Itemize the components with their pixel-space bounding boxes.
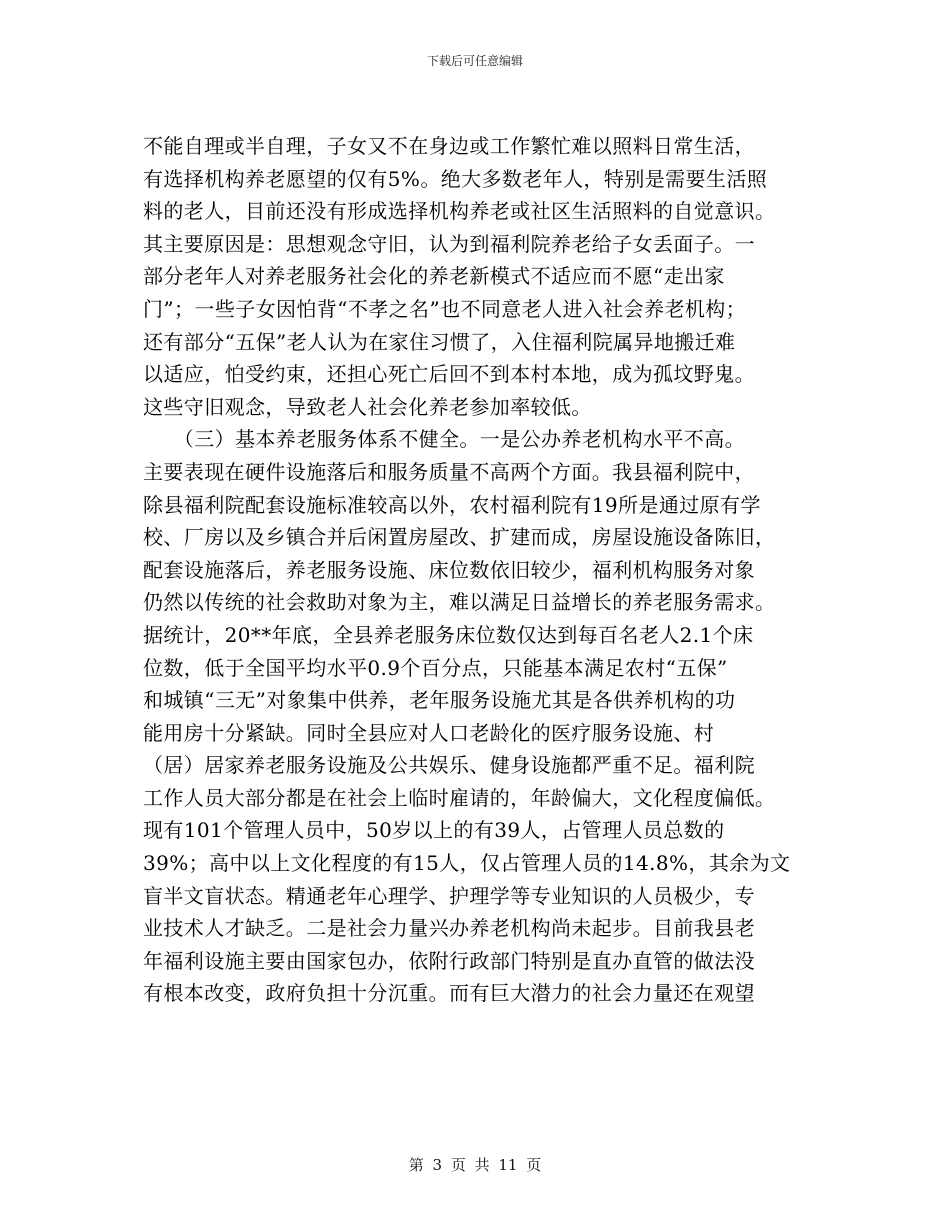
page-header: 下载后可任意编辑	[426, 54, 523, 68]
text-line: 配套设施落后，养老服务设施、床位数依旧较少，福利机构服务对象	[143, 557, 755, 582]
text-line: 除县福利院配套设施标准较高以外，农村福利院有19所是通过原有学	[143, 492, 761, 517]
text-line: 工作人员大部分都是在社会上临时雇请的，年龄偏大，文化程度偏低。	[143, 785, 776, 810]
text-line: 这些守旧观念，导致老人社会化养老参加率较低。	[143, 394, 592, 419]
text-line: （三）基本养老服务体系不健全。一是公办养老机构水平不高。	[143, 427, 745, 452]
text-line: 其主要原因是：思想观念守旧，认为到福利院养老给子女丢面子。一	[143, 231, 755, 256]
text-line: 以适应，怕受约束，还担心死亡后回不到本村本地，成为孤坟野鬼。	[143, 362, 755, 387]
text-line: 业技术人才缺乏。二是社会力量兴办养老机构尚未起步。目前我县老	[143, 916, 755, 941]
text-line: 39%；高中以上文化程度的有15人，仅占管理人员的14.8%，其余为文	[143, 851, 791, 876]
text-line: 仍然以传统的社会救助对象为主，难以满足日益增长的养老服务需求。	[143, 590, 776, 615]
page-footer: 第 3 页 共 11 页	[408, 1156, 542, 1174]
text-line: 部分老年人对养老服务社会化的养老新模式不适应而不愿“走出家	[143, 264, 725, 289]
text-line: 盲半文盲状态。精通老年心理学、护理学等专业知识的人员极少，专	[143, 883, 755, 908]
text-line: 料的老人，目前还没有形成选择机构养老或社区生活照料的自觉意识。	[143, 199, 776, 224]
text-line: 据统计，20**年底，全县养老服务床位数仅达到每百名老人2.1个床	[143, 622, 754, 647]
text-line: 门”；一些子女因怕背“不孝之名”也不同意老人进入社会养老机构；	[143, 296, 747, 321]
document-body	[143, 130, 813, 1010]
text-line: 有根本改变，政府负担十分沉重。而有巨大潜力的社会力量还在观望	[143, 981, 755, 1006]
text-line: 校、厂房以及乡镇合并后闲置房屋改、扩建而成，房屋设施设备陈旧，	[143, 525, 776, 550]
text-line: 年福利设施主要由国家包办，依附行政部门特别是直办直管的做法没	[143, 948, 755, 973]
text-line: 主要表现在硬件设施落后和服务质量不高两个方面。我县福利院中，	[143, 459, 755, 484]
text-line: 位数，低于全国平均水平0.9个百分点，只能基本满足农村“五保”	[143, 655, 728, 680]
text-line: 能用房十分紧缺。同时全县应对人口老龄化的医疗服务设施、村	[143, 720, 715, 745]
text-line: 不能自理或半自理，子女又不在身边或工作繁忙难以照料日常生活，	[143, 134, 755, 158]
text-line: （居）居家养老服务设施及公共娱乐、健身设施都严重不足。福利院	[143, 753, 755, 778]
text-line: 现有101个管理人员中，50岁以上的有39人，占管理人员总数的	[143, 818, 725, 843]
text-line: 有选择机构养老愿望的仅有5%。绝大多数老年人，特别是需要生活照	[143, 166, 768, 191]
text-line: 和城镇“三无”对象集中供养，老年服务设施尤其是各供养机构的功	[143, 688, 736, 713]
text-line: 还有部分“五保”老人认为在家住习惯了，入住福利院属异地搬迁难	[143, 329, 736, 354]
